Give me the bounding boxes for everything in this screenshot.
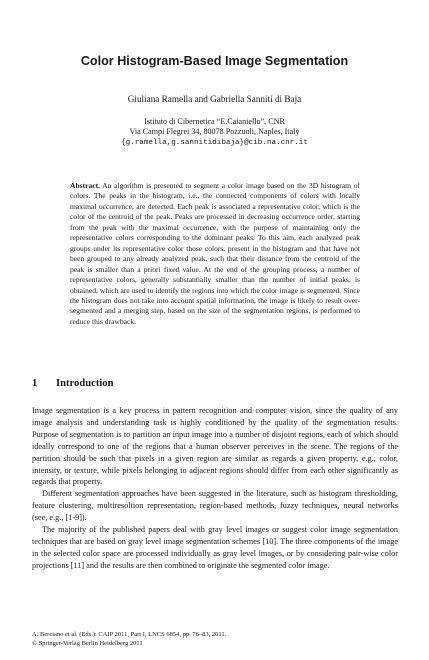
section-number: 1 <box>32 378 38 389</box>
paragraph: Image segmentation is a key process in pattern recognition and computer vision, since the quality of any image analysis and understanding task is highly conditioned by the quality of the segmentation results. Purpose of segmentation is to partition an input image into a number of disjoint regions, each of which should ideally correspond to one of the regions that a human observer perceives in the scene. The regions of the partition should be such that pixels in a given region are similar as regards a given property, e.g., color, intensity, or texture, while pixels belonging to adjacent regions should differ from each other significantly as regards that property. <box>32 406 398 487</box>
abstract-label: Abstract. <box>70 181 100 190</box>
section-heading <box>32 378 114 389</box>
section-title: Introduction <box>56 378 114 389</box>
paragraph: The majority of the published papers deal with gray level images or suggest color image segmentation techniques that are based on gray level image segmentation schemes [10]. The three components of the image in the selected color space are processed individually as gray level images, or by considering pair-wise color projections [11] and the results are then combined to originate the segmented color image. <box>32 525 398 570</box>
abstract <box>70 181 360 327</box>
copyright-line: © Springer-Verlag Berlin Heidelberg 2011 <box>32 639 143 647</box>
introduction-body <box>32 405 398 572</box>
citation-line: A. Berciano et al. (Eds.): CAIP 2011, Part I, LNCS 6854, pp. 76–83, 2011. <box>32 631 227 638</box>
abstract-text: An algorithm is presented to segment a color image based on the 3D histogram of colors. The peaks in the histogram, i.e., the connected components of colors with locally maximal occurrence, are detected. Each peak is associated a representative color, which is the color of the centroid of the peak. Peaks are processed in decreasing occurrence order, starting from the peak with the maximal occurrence, with the purpose of maintaining only the representative colors corresponding to the dominant peaks. To this aim, each analyzed peak groups under its representative color those colors, present in the histogram and that have not been grouped to any already analyzed peak, such that their distance from the centroid of the peak is smaller than a priori fixed value. At the end of the grouping process, a number of representative colors, generally substantially smaller than the number of initial peaks, is obtained, which are used to identify the regions into which the color image is segmented. Since the histogram does not take into account spatial information, the image is likely to result over-segmented and a merging step, based on the size of the segmentation regions, is performed to reduce this drawback. <box>70 181 360 326</box>
paragraph: Different segmentation approaches have been suggested in the literature, such as histogram thresholding, feature clustering, multiresoltion representation, region-based methods, fuzzy techniques, neural networks (see, e.g., [1-9]). <box>32 489 398 523</box>
affiliation-address: Via Campi Flegrei 34, 80078 Pozzuoli, Naples, Italy <box>129 127 300 137</box>
authors: Giuliana Ramella and Gabriella Sanniti di Baja <box>127 94 302 104</box>
affiliation-institute: Istituto di Cibernetica “E.Caianiello”, CNR <box>144 117 285 126</box>
affiliation <box>0 117 429 148</box>
page-footer <box>32 631 398 648</box>
author-emails: {g.ramella,g.sannitidibaja}@cib.na.cnr.it <box>121 138 308 147</box>
paper-title: Color Histogram-Based Image Segmentation <box>80 54 349 68</box>
